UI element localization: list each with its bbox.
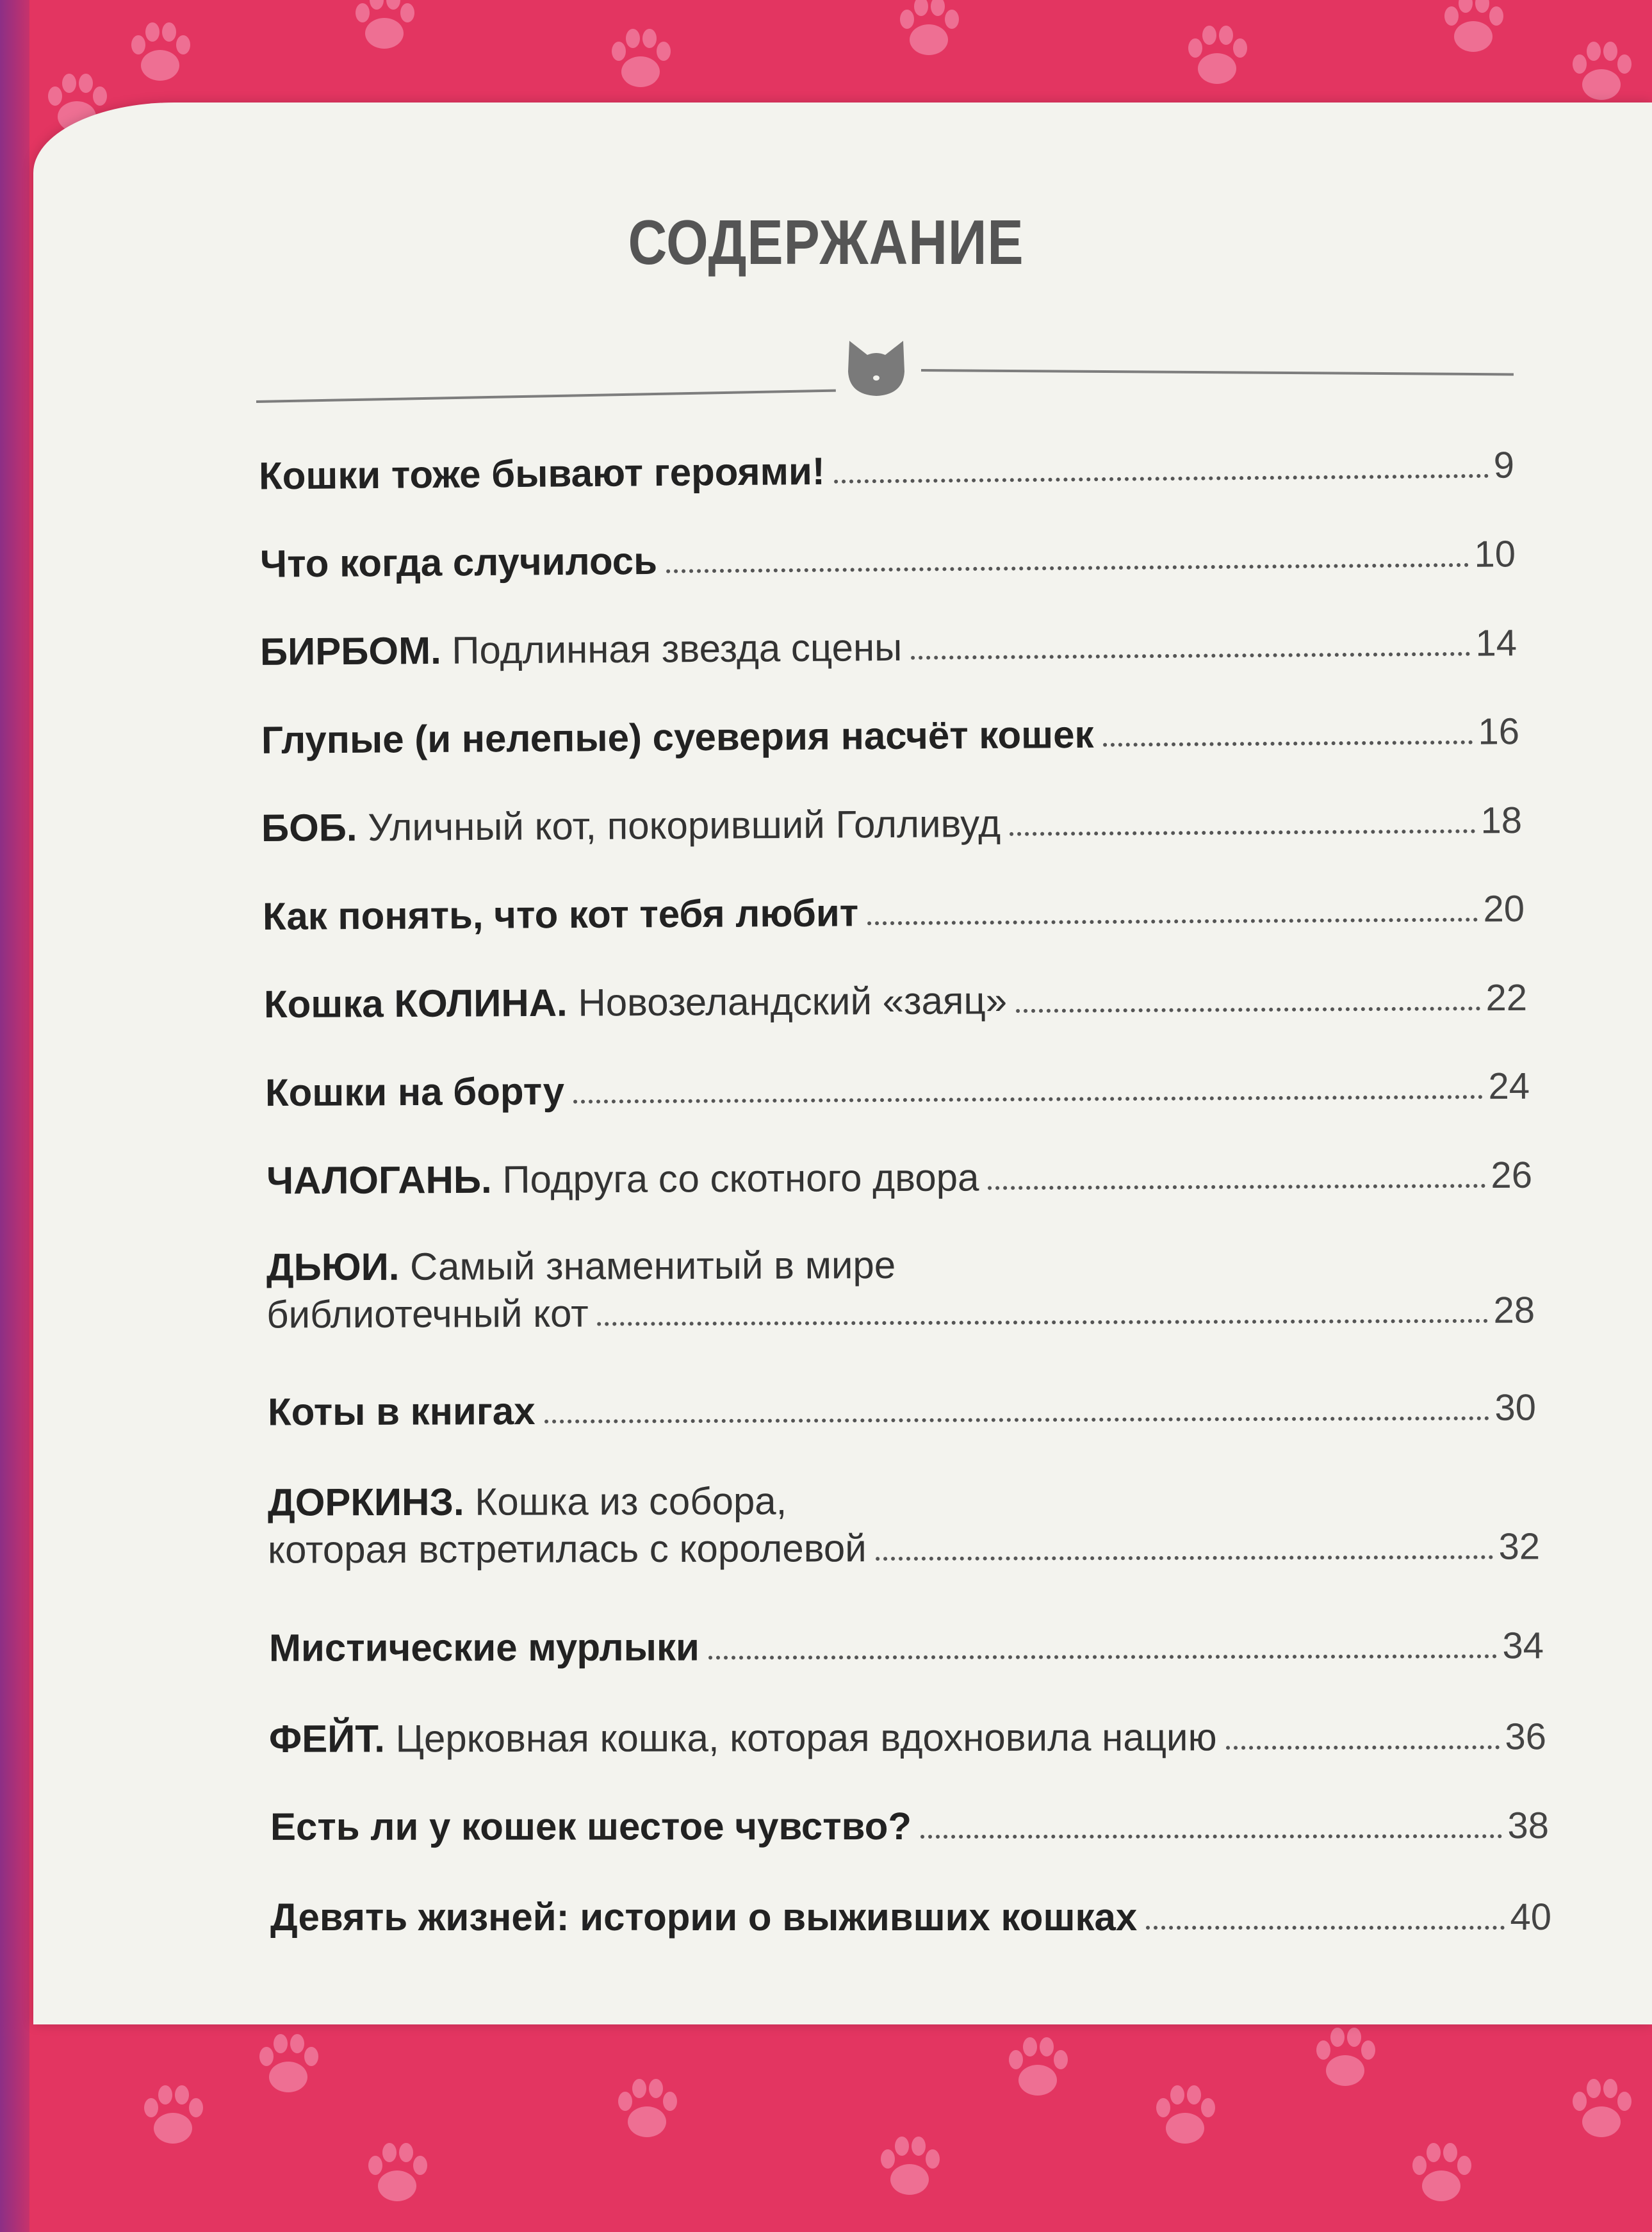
toc-entry[interactable]: Кошки на борту 24 — [265, 1063, 1530, 1117]
toc-entry[interactable]: Глупые (и нелепые) суеверия насчёт кошек 16 — [261, 708, 1519, 764]
page-number: 14 — [1475, 622, 1517, 664]
page-number: 16 — [1478, 710, 1520, 753]
toc-entry[interactable]: Есть ли у кошек шестое чувство? 38 — [270, 1802, 1549, 1851]
leader-dots — [920, 1834, 1502, 1839]
page-number: 24 — [1488, 1065, 1530, 1108]
page-number: 38 — [1507, 1805, 1550, 1847]
leader-dots — [573, 1095, 1484, 1103]
leader-dots — [1103, 741, 1473, 747]
leader-dots — [708, 1654, 1498, 1659]
toc-entry[interactable]: ДОРКИНЗ. Кошка из собора, которая встретилась с королевой 32 — [267, 1479, 1541, 1571]
leader-dots — [666, 563, 1469, 573]
toc-entry[interactable]: Коты в книгах 30 — [268, 1384, 1536, 1436]
toc-entry[interactable]: Кошка КОЛИНА. Новозеландский «заяц» 22 — [264, 974, 1527, 1028]
page-number: 9 — [1493, 444, 1515, 486]
page-number: 34 — [1502, 1625, 1544, 1667]
page-number: 28 — [1493, 1289, 1535, 1331]
leader-dots — [867, 917, 1478, 925]
leader-dots — [1226, 1745, 1500, 1750]
page-title: СОДЕРЖАНИЕ — [628, 207, 1024, 277]
toc-entry[interactable]: Кошки тоже бывают героями! 9 — [259, 441, 1515, 500]
leader-dots — [1016, 1006, 1480, 1013]
leader-dots — [876, 1555, 1494, 1561]
toc-entry[interactable]: БИРБОМ. Подлинная звезда сцены 14 — [260, 620, 1517, 676]
toc-entry[interactable]: ФЕЙТ. Церковная кошка, которая вдохновила нацию 36 — [269, 1713, 1546, 1762]
leader-dots — [988, 1184, 1486, 1190]
leader-dots — [1010, 829, 1475, 835]
toc-entry[interactable]: Мистические мурлыки 34 — [269, 1622, 1544, 1671]
page-number: 32 — [1498, 1525, 1541, 1568]
page-number: 10 — [1474, 533, 1516, 575]
leader-dots — [911, 652, 1470, 660]
page-number: 18 — [1480, 799, 1523, 842]
page-number: 30 — [1494, 1386, 1537, 1429]
toc-entry[interactable]: Что когда случилось 10 — [260, 530, 1516, 587]
toc-entry[interactable]: Девять жизней: истории о выживших кошках 40 — [270, 1894, 1551, 1941]
page-number: 20 — [1483, 887, 1525, 930]
leader-dots — [1146, 1926, 1505, 1930]
toc-entry[interactable]: ДЬЮИ. Самый знаменитый в мире библиотечный кот 28 — [266, 1243, 1535, 1336]
page-number: 22 — [1485, 976, 1528, 1019]
page-number: 40 — [1510, 1896, 1551, 1938]
toc-entry[interactable]: ЧАЛОГАНЬ. Подруга со скотного двора 26 — [266, 1152, 1532, 1205]
toc-entry[interactable]: Как понять, что кот тебя любит 20 — [263, 885, 1525, 940]
toc-entry[interactable]: БОБ. Уличный кот, покоривший Голливуд 18 — [261, 797, 1522, 852]
page-number: 36 — [1505, 1716, 1547, 1758]
leader-dots — [544, 1416, 1490, 1424]
leader-dots — [834, 474, 1489, 484]
page-number: 26 — [1491, 1154, 1533, 1196]
leader-dots — [598, 1319, 1489, 1326]
